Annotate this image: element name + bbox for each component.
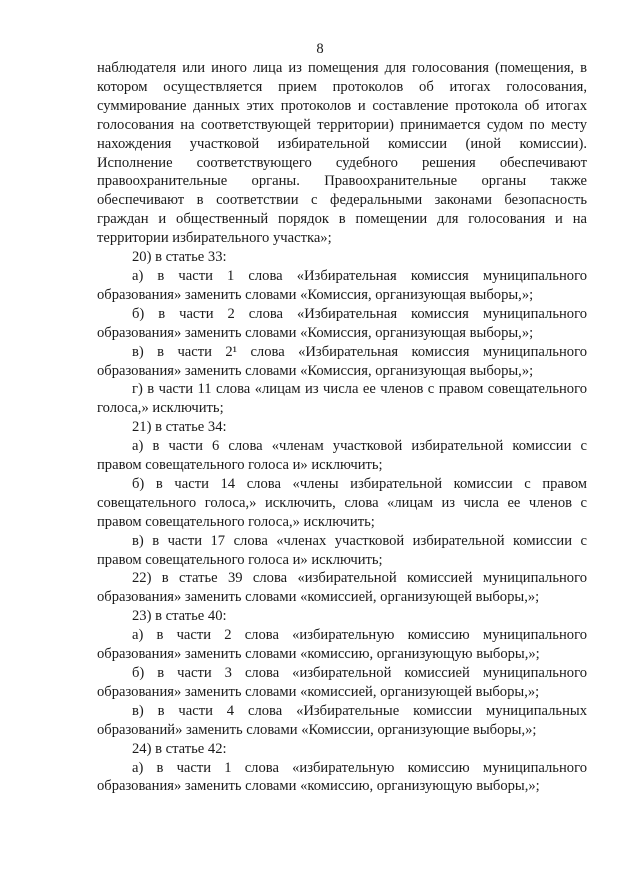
text-line: нахождения участковой избирательной комиссии (иной комиссии). [97, 135, 587, 152]
text-line: 24) в статье 42: [132, 740, 227, 757]
text-line: образования» заменить словами «комиссией, организующей выборы,»; [97, 589, 540, 606]
text-line: Исполнение соответствующего судебного решения обеспечивают [97, 154, 587, 171]
text-line: в) в части 2¹ слова «Избирательная комиссия муниципального [132, 343, 587, 360]
text-line: а) в части 1 слова «Избирательная комиссия муниципального [132, 267, 587, 284]
page-number: 8 [316, 41, 324, 57]
text-line: образования» заменить словами «Комиссия, организующая выборы,»; [97, 362, 534, 379]
text-line: котором осуществляется прием протоколов об итогах голосования, [97, 78, 587, 95]
text-line: совещательного голоса,» исключить, слова «лицам из числа ее членов с [97, 494, 587, 511]
text-line: правом совещательного голоса и» исключить; [97, 551, 383, 568]
text-line: правоохранительные органы. Правоохранительные органы также [97, 173, 587, 190]
text-line: а) в части 2 слова «избирательную комиссию муниципального [132, 627, 587, 644]
text-line: голоса,» исключить; [97, 400, 224, 417]
text-line: 23) в статье 40: [132, 608, 227, 625]
text-line: образования» заменить словами «комиссию, организующую выборы,»; [97, 778, 540, 795]
text-line: правом совещательного голоса,» исключить; [97, 513, 375, 530]
text-line: в) в части 4 слова «Избирательные комиссии муниципальных [132, 702, 587, 719]
text-line: образования» заменить словами «комиссию, организующую выборы,»; [97, 646, 540, 663]
text-line: б) в части 3 слова «избирательной комиссией муниципального [132, 665, 587, 681]
text-line: граждан и общественный порядок в помещении для голосования и на [97, 211, 587, 228]
text-line: б) в части 2 слова «Избирательная комиссия муниципального [132, 305, 587, 322]
text-line: а) в части 6 слова «членам участковой избирательной комиссии с [132, 438, 587, 455]
text-line: суммирование данных этих протоколов и составление протокола об итогах [97, 97, 587, 114]
text-line: б) в части 14 слова «члены избирательной комиссии с правом [132, 475, 587, 492]
text-line: правом совещательного голоса и» исключить; [97, 457, 383, 474]
document-body [97, 59, 587, 796]
text-line: 21) в статье 34: [132, 419, 227, 436]
text-line: территории избирательного участка»; [97, 230, 332, 247]
text-line: 22) в статье 39 слова «избирательной комиссией муниципального [132, 570, 587, 587]
text-line: г) в части 11 слова «лицам из числа ее членов с правом совещательного [132, 381, 587, 398]
text-line: голосования на соответствующей территории) принимается судом по месту [97, 116, 587, 133]
text-line: образования» заменить словами «Комиссия, организующая выборы,»; [97, 324, 534, 341]
text-line: обеспечивают в соответствии с федеральными законами безопасность [97, 192, 587, 209]
text-line: образования» заменить словами «комиссией, организующей выборы,»; [97, 683, 540, 700]
text-line: а) в части 1 слова «избирательную комиссию муниципального [132, 759, 587, 776]
text-line: образования» заменить словами «Комиссия, организующая выборы,»; [97, 286, 534, 303]
text-line: образований» заменить словами «Комиссии, организующие выборы,»; [97, 721, 537, 738]
text-line: в) в части 17 слова «членах участковой избирательной комиссии с [132, 532, 587, 549]
text-line: наблюдателя или иного лица из помещения для голосования (помещения, в [97, 60, 587, 76]
text-line: 20) в статье 33: [132, 249, 227, 266]
